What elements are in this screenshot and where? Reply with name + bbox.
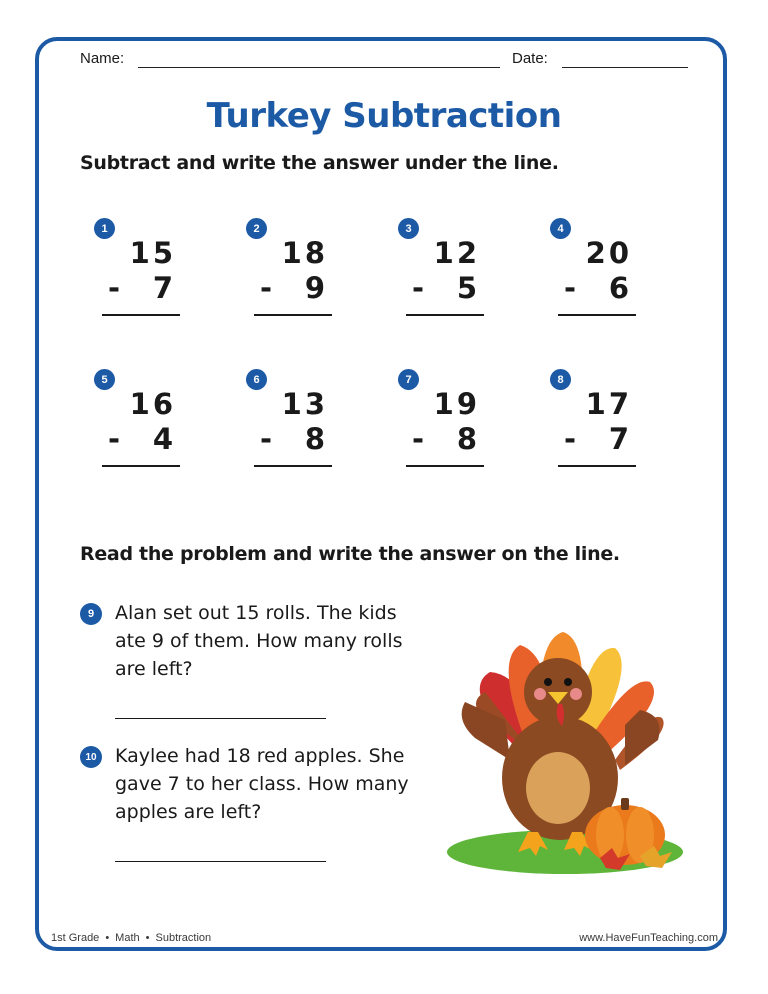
minus-sign: - [108, 271, 121, 305]
minuend: 18 [281, 236, 328, 270]
minus-sign: - [564, 271, 577, 305]
word-problem-10 [80, 742, 440, 872]
problem-number-badge: 8 [550, 369, 571, 390]
subtrahend: 9 [304, 271, 328, 305]
answer-line[interactable] [102, 314, 180, 316]
problem-number-badge: 6 [246, 369, 267, 390]
answer-line[interactable] [115, 861, 326, 862]
answer-line[interactable] [102, 465, 180, 467]
subtrahend: 5 [456, 271, 480, 305]
problem-number-badge: 7 [398, 369, 419, 390]
minuend: 16 [129, 387, 176, 421]
footer-subject: Math [115, 932, 140, 944]
subtrahend: 4 [152, 422, 176, 456]
turkey-with-pumpkin-illustration [440, 620, 700, 890]
minuend: 17 [585, 387, 632, 421]
minus-sign: - [564, 422, 577, 456]
footer-tags [51, 932, 211, 944]
answer-line[interactable] [406, 465, 484, 467]
minus-sign: - [412, 271, 425, 305]
problem-number-badge: 9 [80, 603, 102, 625]
problem-7 [398, 369, 518, 479]
minuend: 19 [433, 387, 480, 421]
problem-4 [550, 218, 670, 328]
page-title: Turkey Subtraction [206, 96, 562, 136]
date-label: Date: [512, 50, 548, 67]
problem-8 [550, 369, 670, 479]
problem-3 [398, 218, 518, 328]
problem-number-badge: 10 [80, 746, 102, 768]
footer-grade: 1st Grade [51, 932, 100, 944]
answer-line[interactable] [558, 465, 636, 467]
answer-line[interactable] [254, 314, 332, 316]
problem-number-badge: 2 [246, 218, 267, 239]
answer-line[interactable] [558, 314, 636, 316]
answer-line[interactable] [254, 465, 332, 467]
problem-2 [246, 218, 366, 328]
minuend: 12 [433, 236, 480, 270]
subtrahend: 6 [608, 271, 632, 305]
minus-sign: - [108, 422, 121, 456]
minus-sign: - [260, 422, 273, 456]
problem-5 [94, 369, 214, 479]
footer-website[interactable]: www.HaveFunTeaching.com [579, 932, 718, 944]
problem-number-badge: 3 [398, 218, 419, 239]
subtrahend: 8 [456, 422, 480, 456]
minuend: 15 [129, 236, 176, 270]
problem-number-badge: 4 [550, 218, 571, 239]
date-field-line[interactable] [562, 67, 688, 68]
minus-sign: - [412, 422, 425, 456]
minuend: 13 [281, 387, 328, 421]
subtrahend: 8 [304, 422, 328, 456]
word-problem-9 [80, 599, 440, 729]
footer-dot: • [105, 932, 110, 944]
answer-line[interactable] [406, 314, 484, 316]
section2-instruction: Read the problem and write the answer on the line. [80, 543, 620, 565]
answer-line[interactable] [115, 718, 326, 719]
minus-sign: - [260, 271, 273, 305]
problem-1 [94, 218, 214, 328]
footer-topic: Subtraction [155, 932, 212, 944]
footer-dot: • [145, 932, 150, 944]
problem-6 [246, 369, 366, 479]
minuend: 20 [585, 236, 632, 270]
word-problem-text: Alan set out 15 rolls. The kids ate 9 of them. How many rolls are left? [115, 602, 403, 680]
name-label: Name: [80, 50, 125, 67]
problem-number-badge: 5 [94, 369, 115, 390]
subtrahend: 7 [608, 422, 632, 456]
section1-instruction: Subtract and write the answer under the line. [80, 152, 559, 174]
subtrahend: 7 [152, 271, 176, 305]
problem-number-badge: 1 [94, 218, 115, 239]
word-problem-text: Kaylee had 18 red apples. She gave 7 to her class. How many apples are left? [115, 745, 409, 823]
name-field-line[interactable] [138, 67, 500, 68]
